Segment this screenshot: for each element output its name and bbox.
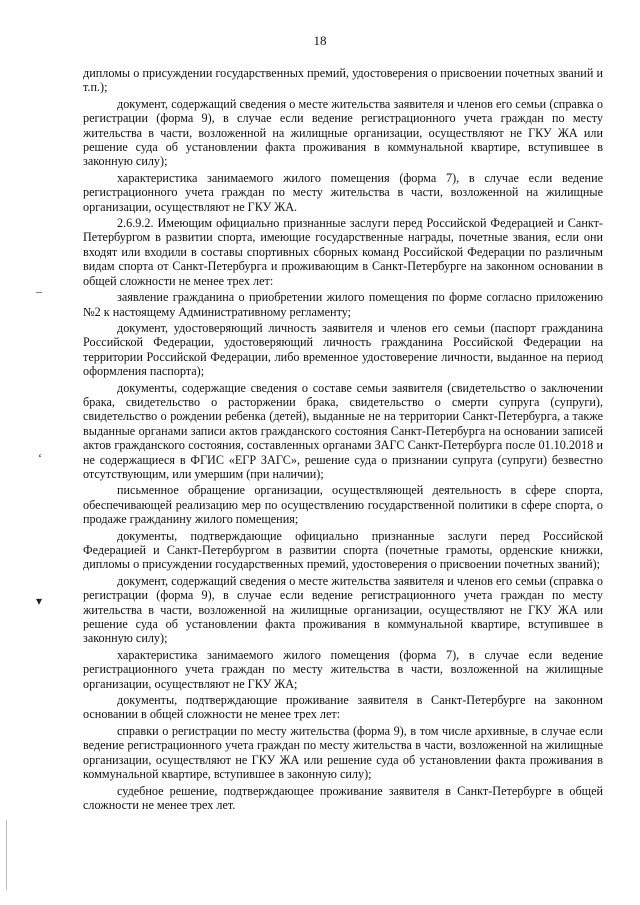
paragraph: характеристика занимаемого жилого помещения (форма 7), в случае если ведение регистрационного учета граждан по месту жительства в части, возложенной на жилищные организации, осуществляют не ГКУ ЖА. (83, 170, 603, 214)
paragraph: письменное обращение организации, осуществляющей деятельность в сфере спорта, обеспечивающей реализацию мер по осуществлению государственной политики в сфере спорта, о продаже гражданину жилого помещения; (83, 483, 603, 527)
paragraph: документ, содержащий сведения о месте жительства заявителя и членов его семьи (справка о регистрации (форма 9), в случае если ведение регистрационного учета граждан по месту жительства в части, возложенной на жилищные организации, осуществляют не ГКУ ЖА или решение суда об установлении факта проживания в коммунальной квартире, вступившее в законную силу); (83, 573, 603, 646)
paragraph: заявление гражданина о приобретении жилого помещения по форме согласно приложению №2 к настоящему Административному регламенту; (83, 290, 603, 319)
paragraph: документы, подтверждающие официально признанные заслуги перед Российской Федерацией и Санкт-Петербургом в развитии спорта (почетные грамоты, орденские книжки, дипломы о присуждении государственных премий, удостоверения о присвоении почетных званий); (83, 528, 603, 572)
scan-edge-line (6, 820, 7, 890)
paragraph: 2.6.9.2. Имеющим официально признанные заслуги перед Российской Федерацией и Санкт-Петербургом в развитии спорта, имеющие государственные награды, почетные звания, если они входят или входили в составы спортивных сборных команд Российской Федерации по различным видам спорта от Санкт-Петербурга и проживающим в Санкт-Петербурге на законном основании в общей сложности не менее трех лет: (83, 216, 603, 288)
paragraph: судебное решение, подтверждающее проживание заявителя в Санкт-Петербурге в общей сложности не менее трех лет. (83, 783, 603, 812)
paragraph: характеристика занимаемого жилого помещения (форма 7), в случае если ведение регистрационного учета граждан по месту жительства в части, возложенной на жилищные организации, осуществляют не ГКУ ЖА; (83, 647, 603, 691)
paragraph: документ, удостоверяющий личность заявителя и членов его семьи (паспорт гражданина Российской Федерации, удостоверяющий личность гражданина Российской Федерации на территории Российской Федерации, либо временное удостоверение личности, выданное на период оформления паспорта); (83, 320, 603, 379)
paragraph: документ, содержащий сведения о месте жительства заявителя и членов его семьи (справка о регистрации (форма 9), в случае если ведение регистрационного учета граждан по месту жительства в части, возложенной на жилищные организации, осуществляют не ГКУ ЖА или решение суда об установлении факта проживания в коммунальной квартире, вступившее в законную силу); (83, 96, 603, 169)
document-body (83, 66, 603, 812)
scan-mark: ‘ (38, 451, 42, 465)
paragraph: справки о регистрации по месту жительства (форма 9), в том числе архивные, в случае если ведение регистрационного учета граждан по месту жительства в части, возложенной на жилищные организации, осуществляют не ГКУ ЖА или решение суда об установлении факта проживания в коммунальной квартире, вступившее в законную силу); (83, 723, 603, 782)
paragraph: дипломы о присуждении государственных премий, удостоверения о присвоении почетных званий и т.п.); (83, 66, 603, 95)
paragraph: документы, содержащие сведения о составе семьи заявителя (свидетельство о заключении брака, свидетельство о расторжении брака, свидетельство о смерти супруга (супруги), свидетельство о рождении ребенка (детей), выданные не на территории Санкт-Петербурга, а также выданные органами записи актов гражданского состояния Санкт-Петербурга на основании записей актов гражданского состояния, составленных органами ЗАГС Санкт-Петербурга после 01.10.2018 и не содержащиеся в ФГИС «ЕГР ЗАГС», решение суда о признании супруга (супруги) безвестно отсутствующим, или умершим (при наличии); (83, 380, 603, 481)
paragraph: документы, подтверждающие проживание заявителя в Санкт-Петербурге на законном основании в общей сложности не менее трех лет: (83, 693, 603, 722)
scan-mark: ▾ (36, 594, 43, 608)
page-number: 18 (313, 33, 327, 48)
scan-mark: – (36, 284, 42, 298)
